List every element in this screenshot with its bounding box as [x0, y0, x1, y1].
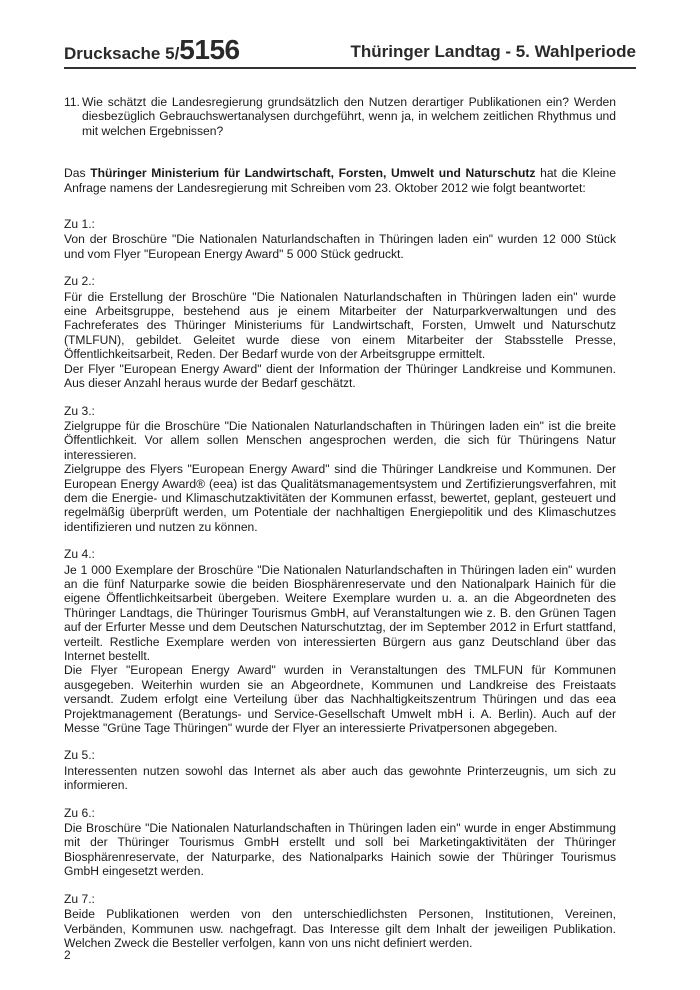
page-header [64, 30, 636, 64]
drucksache-id [64, 36, 240, 64]
answer-5 [64, 748, 616, 792]
answer-7 [64, 892, 616, 951]
answer-heading: Zu 3.: [64, 403, 95, 418]
answer-heading: Zu 5.: [64, 748, 95, 763]
answer-paragraph: Interessenten nutzen sowohl das Internet als aber auch das gewohnte Printerzeugnis, um sich zu informieren. [64, 763, 616, 793]
answer-heading: Zu 1.: [64, 217, 95, 232]
answer-paragraph: Je 1 000 Exemplare der Broschüre "Die Nationalen Naturlandschaften in Thüringen laden ein" wurden an die fünf Naturparke sowie die beiden Biosphärenreservate und den Nationalpark Hainich für die eigene Öffentlichkeitsarbeit übergeben. Weitere Exemplare wurden u. a. an die Abgeordneten des Thüringer Landtags, die Thüringer Tourismus GmbH, auf Veranstaltungen wie z. B. den Grünen Tagen auf der Erfurter Messe und dem Deutschen Naturschutztag, der im September 2012 in Erfurt stattfand, verteilt. Restliche Exemplare werden von interessierten Bürgern aus ganz Deutschland über das Internet bestellt. [64, 562, 616, 663]
answer-paragraph: Die Broschüre "Die Nationalen Naturlandschaften in Thüringen laden ein" wurde in enger Abstimmung mit der Thüringer Tourismus GmbH erstellt und soll bei Marketingaktivitäten der Thüringer Biosphärenreservate, der Naturparke, des Nationalparks Hainich sowie der Thüringer Tourismus GmbH eingesetzt werden. [64, 821, 616, 879]
answer-intro [64, 166, 616, 195]
answer-4 [64, 547, 616, 735]
parliament-title: Thüringer Landtag - 5. Wahlperiode [350, 42, 636, 61]
header-rule [64, 67, 636, 69]
document-body [64, 95, 616, 963]
drucksache-label: Drucksache 5/ [64, 44, 180, 63]
answer-heading: Zu 2.: [64, 274, 95, 289]
answer-paragraph: Für die Erstellung der Broschüre "Die Nationalen Naturlandschaften in Thüringen laden ein" wurde eine Arbeitsgruppe, bestehend aus je einem Mitarbeiter der Naturparkverwaltungen und des Fachreferates des Thüringer Ministeriums für Landwirtschaft, Forsten, Umwelt und Naturschutz (TMLFUN), gebildet. Geleitet wurde diese von einem Mitarbeiter der Stabsstelle Presse, Öffentlichkeitsarbeit, Reden. Der Bedarf wurde von der Arbeitsgruppe ermittelt. [64, 289, 616, 362]
answer-paragraph: Zielgruppe für die Broschüre "Die Nationalen Naturlandschaften in Thüringen laden ein" ist die breite Öffentlichkeit. Vor allem sollen Menschen angesprochen werden, die sich für Thüringens Natur interessieren. [64, 418, 616, 462]
answer-1 [64, 217, 616, 261]
intro-prefix: Das [64, 166, 91, 181]
drucksache-number: 5156 [179, 34, 240, 65]
answer-2 [64, 274, 616, 390]
question-11 [64, 95, 616, 138]
answer-paragraph: Der Flyer "European Energy Award" dient der Information der Thüringer Landkreise und Kommunen. Aus dieser Anzahl heraus wurde der Bedarf geschätzt. [64, 361, 616, 391]
answer-6 [64, 806, 616, 879]
answer-heading: Zu 6.: [64, 805, 95, 820]
question-number: 11. [64, 95, 80, 109]
answer-heading: Zu 7.: [64, 891, 95, 906]
intro-suffix: hat die Kleine Anfrage namens der Landesregierung mit Schreiben vom 23. Oktober 2012 wie folgt beantwortet: [64, 166, 616, 195]
ministry-name: Thüringer Ministerium für Landwirtschaft, Forsten, Umwelt und Naturschutz [90, 166, 536, 181]
answer-paragraph: Beide Publikationen werden von den unterschiedlichsten Personen, Institutionen, Vereinen, Verbänden, Kommunen usw. nachgefragt. Das Interesse gilt dem Inhalt der jeweiligen Publikation. Welchen Zweck die Besteller verfolgen, kann von uns nicht definiert werden. [64, 907, 616, 950]
question-text: Wie schätzt die Landesregierung grundsätzlich den Nutzen derartiger Publikationen ein? Werden diesbezüglich Gebrauchswertanalysen durchgeführt, wenn ja, in welchem zeitlichen Rhythmus und mit welchen Ergebnissen? [82, 95, 616, 138]
answer-3 [64, 404, 616, 535]
answer-paragraph: Von der Broschüre "Die Nationalen Naturlandschaften in Thüringen laden ein" wurden 12 000 Stück und vom Flyer "European Energy Award" 5 000 Stück gedruckt. [64, 232, 616, 261]
answer-heading: Zu 4.: [64, 547, 95, 562]
answer-paragraph: Die Flyer "European Energy Award" wurden in Veranstaltungen des TMLFUN für Kommunen ausgegeben. Weiterhin wurden sie an Abgeordnete, Kommunen und Landkreise des Freistaats versandt. Zudem erfolgt eine Verteilung über das Nachhaltigkeitszentrum Thüringen und das eea Projektmanagement (Beratungs- und Service-Gesellschaft Umwelt mbH i. A. Berlin). Auch auf der Messe "Grüne Tage Thüringen" wurde der Flyer an interessierte Privatpersonen abgegeben. [64, 663, 616, 736]
page-number: 2 [64, 948, 71, 962]
answer-paragraph: Zielgruppe des Flyers "European Energy Award" sind die Thüringer Landkreise und Kommunen. Der European Energy Award® (eea) ist das Qualitätsmanagementsystem und Zertifizierungsverfahren, mit dem die Energie- und Klimaschutzaktivitäten der Kommunen erfasst, bewertet, geplant, gesteuert und regelmäßig überprüft werden, um Potentiale der nachhaltigen Energiepolitik und des Klimaschutzes identifizieren und nutzen zu können. [64, 462, 616, 534]
